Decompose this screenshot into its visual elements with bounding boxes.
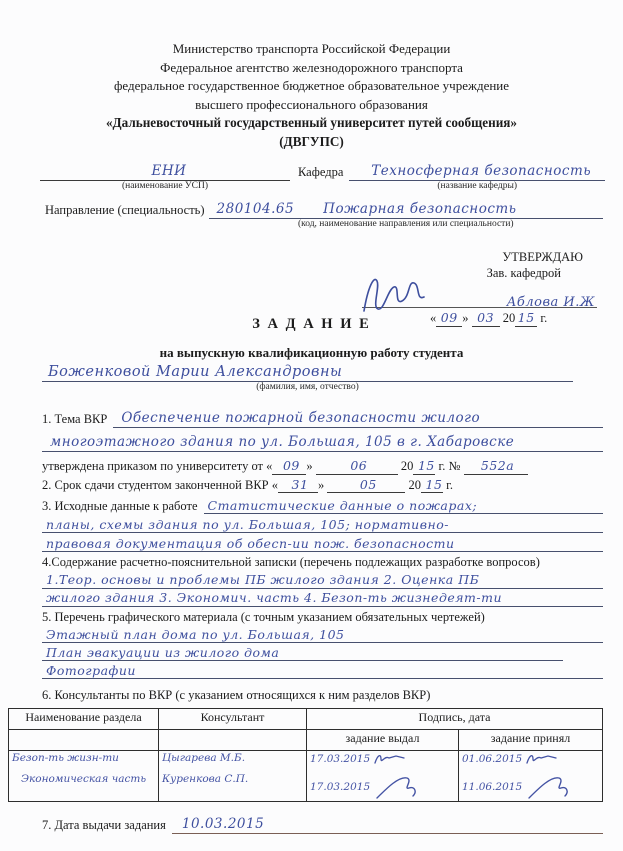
head-label: Зав. кафедрой: [486, 265, 561, 280]
agency-line: Федеральное агентство железнодорожного транспорта: [160, 59, 463, 75]
signature-icon: [525, 774, 573, 800]
department-caption: (название кафедры): [437, 180, 517, 191]
head-signature-line: [362, 281, 597, 308]
item2-month-handwritten: 05: [327, 477, 405, 494]
unit-field: [40, 163, 290, 193]
item2-prefix: 2. Срок сдачи студентом законченной ВКР «: [42, 477, 278, 492]
col-consultant-header-empty: [159, 730, 307, 751]
approve-word: УТВЕРЖДАЮ: [502, 250, 583, 264]
item3-handwritten-2: планы, схемы здания по ул. Большая, 105; нормативно-: [42, 517, 603, 534]
table-body-row: [9, 751, 603, 802]
item3-label: 3. Исходные данные к работе: [42, 498, 198, 513]
accepted-row2-handwritten: 11.06.2015: [462, 774, 599, 800]
item2-suffix: г.: [446, 477, 453, 492]
approve-month-handwritten: 03: [472, 310, 500, 327]
item2-day-handwritten: 31: [278, 477, 318, 494]
institution-line-1: федеральное государственное бюджетное образовательное учреждение: [113, 78, 510, 93]
head-signature-name-handwritten: Аблова И.Ж: [506, 295, 595, 310]
item5-handwritten-3: Фотографии: [42, 663, 603, 680]
item6-label: 6. Консультанты по ВКР (с указанием относящихся к ним разделов ВКР): [42, 688, 431, 703]
consultant-row2-handwritten: Куренкова С.П.: [162, 773, 249, 786]
section-cell: [9, 751, 159, 802]
item2-century: 20: [408, 477, 421, 492]
signature-icon: [373, 752, 407, 766]
order-quote-close: »: [306, 458, 313, 473]
signature-icon: [525, 752, 559, 766]
table-header-row-2: [9, 730, 603, 751]
quote-open: «: [430, 311, 437, 326]
assignment-subtitle: на выпускную квалификационную работу студента: [159, 344, 464, 360]
approve-century: 20: [502, 311, 516, 326]
approve-year-suffix: г.: [540, 311, 548, 326]
order-year-handwritten: 15: [413, 458, 435, 475]
student-name-caption: (фамилия, имя, отчество): [256, 382, 359, 392]
specialty-caption: (код, наименование направления или специальности): [297, 218, 514, 229]
order-day-handwritten: 09: [272, 458, 306, 475]
item3-line3: [42, 533, 603, 552]
consultant-row1-handwritten: Цыгарева М.Б.: [162, 752, 246, 764]
item7-line: [42, 816, 603, 834]
col-signature-header: Подпись, дата: [307, 709, 603, 730]
item1-label: 1. Тема ВКР: [42, 412, 108, 427]
department-field: [349, 163, 605, 193]
approve-day-handwritten: 09: [436, 310, 462, 327]
item4-handwritten-2: жилого здания 3. Экономич. часть 4. Безоп-ть жизнедеят-ти: [42, 590, 603, 607]
item3-handwritten-1: Статистические данные о пожарах;: [204, 498, 603, 515]
col-accepted-header: задание принял: [459, 730, 603, 751]
unit-caption: (наименование УСП): [121, 180, 209, 191]
student-name-handwritten: Боженковой Марии Александровны: [48, 363, 343, 380]
item4-handwritten-1: 1.Теор. основы и проблемы ПБ жилого здания 2. Оценка ПБ: [42, 572, 603, 589]
col-section-header: Наименование раздела: [9, 709, 159, 730]
unit-value-handwritten: ЕНИ: [151, 163, 187, 179]
item5-label: 5. Перечень графического материала (с точным указанием обязательных чертежей): [42, 609, 485, 624]
department-label: Кафедра: [298, 165, 344, 180]
specialty-code-handwritten: 280104.65: [216, 200, 295, 217]
order-number-handwritten: 552а: [464, 458, 528, 475]
item4-line1: [42, 571, 603, 589]
specialty-field: [209, 201, 603, 231]
assignment-title: З А Д А Н И Е: [252, 315, 371, 332]
item4-label: 4.Содержание расчетно-пояснительной записки (перечень подлежащих разработке вопросов): [42, 555, 540, 570]
item5-line2: [42, 643, 603, 661]
col-issued-header: задание выдал: [307, 730, 459, 751]
ministry-line: Министерство транспорта Российской Федерации: [172, 41, 451, 56]
university-abbr: (ДВГУПС): [279, 133, 344, 149]
section-row1-handwritten: Безоп-ть жизн-ти: [12, 752, 119, 764]
item1-line2: [42, 428, 603, 452]
item1-topic-handwritten-1: Обеспечение пожарной безопасности жилого: [113, 410, 603, 428]
institution-line-2: высшего профессионального образования: [195, 96, 428, 112]
col-section-header-empty: [9, 730, 159, 751]
item7-date-handwritten: 10.03.2015: [172, 816, 603, 834]
approve-year-handwritten: 15: [515, 310, 537, 327]
signature-icon: [373, 774, 421, 800]
item4-line2: [42, 589, 603, 607]
item5-line1: [42, 625, 603, 643]
unit-department-row: [40, 163, 605, 193]
quote-close: »: [462, 311, 469, 326]
letterhead: [0, 0, 623, 151]
issued-row2-handwritten: 17.03.2015: [310, 774, 455, 800]
item3-handwritten-3: правовая документация об обесп-ии пож. безопасности: [42, 536, 603, 553]
issued-row1-handwritten: 17.03.2015: [310, 752, 455, 766]
order-approval-line: [42, 458, 603, 475]
specialty-label: Направление (специальность): [45, 202, 205, 217]
item5-handwritten-1: Этажный план дома по ул. Большая, 105: [42, 627, 603, 644]
order-no-label: г. №: [438, 458, 461, 473]
order-prefix: утверждена приказом по университету от «: [42, 458, 273, 473]
consultants-table: [8, 708, 603, 802]
consultant-cell: [159, 751, 307, 802]
item2-year-handwritten: 15: [421, 477, 443, 494]
approval-block: [362, 250, 597, 327]
item2-quote-close: »: [318, 477, 325, 492]
student-name-field: [42, 363, 573, 394]
university-name: «Дальневосточный государственный университет путей сообщения»: [105, 115, 518, 130]
section-row2-handwritten: Экономическая часть: [20, 773, 147, 786]
order-month-handwritten: 06: [316, 458, 398, 475]
item3-line1: [42, 495, 603, 514]
form-items: [42, 404, 603, 704]
item2-line: [42, 477, 603, 494]
head-signature-icon: [358, 267, 508, 319]
specialty-row: [45, 201, 603, 231]
col-consultant-header: Консультант: [159, 709, 307, 730]
department-value-handwritten: Техносферная безопасность: [371, 163, 592, 179]
item1-topic-handwritten-2: многоэтажного здания по ул. Большая, 105 в г. Хабаровске: [42, 434, 603, 452]
issued-cell: [307, 751, 459, 802]
table-header-row-1: [9, 709, 603, 730]
item7-label: 7. Дата выдачи задания: [42, 818, 166, 833]
item5-line3: [42, 661, 603, 679]
accepted-row1-handwritten: 01.06.2015: [462, 752, 599, 766]
item1-line1: [42, 404, 603, 428]
specialty-value-handwritten: Пожарная безопасность: [323, 200, 517, 217]
item5-handwritten-2: План эвакуации из жилого дома: [42, 645, 563, 662]
accepted-cell: [459, 751, 603, 802]
order-century: 20: [400, 458, 414, 473]
item3-line2: [42, 514, 603, 533]
